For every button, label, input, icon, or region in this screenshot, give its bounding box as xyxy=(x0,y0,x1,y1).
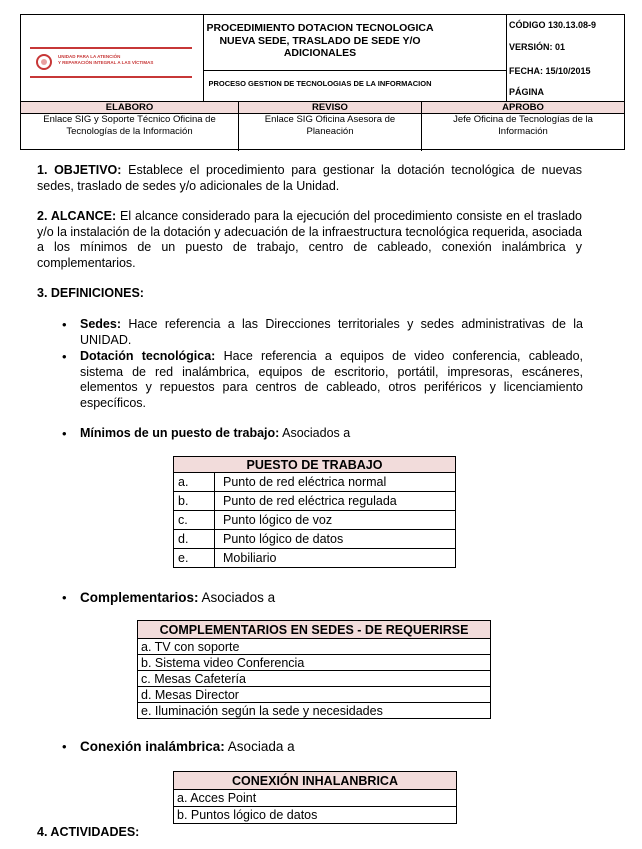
aprobo-value xyxy=(422,114,624,138)
table-header: CONEXIÓN INHALANBRICA xyxy=(174,772,457,790)
seal-icon xyxy=(36,54,52,70)
objetivo-heading: 1. OBJETIVO: xyxy=(37,163,122,177)
document-title xyxy=(205,22,435,60)
bullet-icon: • xyxy=(62,426,67,441)
table-cell: c. xyxy=(174,511,215,530)
document-code: CÓDIGO 130.13.08-9 xyxy=(509,20,597,30)
elaboro-line2: Tecnologías de la Información xyxy=(66,126,193,137)
bullet-icon: • xyxy=(62,317,67,332)
alcance-heading: 2. ALCANCE: xyxy=(37,209,117,223)
table-cell: c. Mesas Cafetería xyxy=(138,671,491,687)
title-line1: PROCEDIMIENTO DOTACION TECNOLOGICA xyxy=(206,22,434,34)
conexion-text: Asociada a xyxy=(224,739,295,754)
table-cell: b. xyxy=(174,492,215,511)
objetivo-text: Establece el procedimiento para gestionar la dotación tecnológica de nuevas sedes, traslado de sedes y/o adicionales de la Unidad. xyxy=(37,163,582,193)
sedes-term: Sedes: xyxy=(80,317,121,331)
reviso-line2: Planeación xyxy=(306,126,354,137)
complementarios-text: Asociados a xyxy=(198,590,276,605)
table-cell: Punto de red eléctrica normal xyxy=(215,473,456,492)
document-version: VERSIÓN: 01 xyxy=(509,42,566,52)
aprobo-line2: Información xyxy=(498,126,548,137)
bullet-icon: • xyxy=(62,590,67,605)
sedes-text: Hace referencia a las Direcciones territoriales y sedes administrativas de la UNIDAD. xyxy=(80,317,583,347)
complementarios-table xyxy=(137,620,491,719)
elaboro-label: ELABORO xyxy=(21,102,238,113)
bullet-icon: • xyxy=(62,739,67,754)
conexion-term: Conexión inalámbrica: xyxy=(80,739,225,754)
title-line2: NUEVA SEDE, TRASLADO DE SEDE Y/O xyxy=(219,34,421,47)
alcance-text: El alcance considerado para la ejecución del procedimiento consiste en el traslado y/o la instalación de la dotación y adecuación de la infraestructura tecnológica requerida, asociada a los mínimos de un puesto de trabajo, centro de cableado, conexión inalámbrica y complementarios. xyxy=(37,209,582,270)
table-cell: Punto lógico de datos xyxy=(215,530,456,549)
table-cell: Punto de red eléctrica regulada xyxy=(215,492,456,511)
def-conexion xyxy=(80,739,583,755)
table-cell: a. xyxy=(174,473,215,492)
definiciones-heading: 3. DEFINICIONES: xyxy=(37,286,144,300)
objetivo-paragraph xyxy=(37,163,582,194)
reviso-line1: Enlace SIG Oficina Asesora de xyxy=(264,114,396,125)
document-page: PÁGINA xyxy=(509,87,545,97)
reviso-value xyxy=(239,114,421,138)
table-header: COMPLEMENTARIOS EN SEDES - DE REQUERIRSE xyxy=(138,621,491,639)
title-line3: ADICIONALES xyxy=(283,47,357,59)
table-cell: Punto lógico de voz xyxy=(215,511,456,530)
def-complementarios xyxy=(80,590,583,606)
table-cell: Mobiliario xyxy=(215,549,456,568)
logo-text-line2: Y REPARACIÓN INTEGRAL A LAS VÍCTIMAS xyxy=(58,59,154,65)
aprobo-label: APROBO xyxy=(422,102,624,113)
document-header xyxy=(20,14,625,150)
process-name: PROCESO GESTION DE TECNOLOGIAS DE LA INFORMACION xyxy=(208,79,432,88)
table-cell: e. xyxy=(174,549,215,568)
dotacion-text: Hace referencia a equipos de video conferencia, cableado, sistema de red inalámbrica, equipos de escritorio, portátil, impresoras, escáneres, elementos y repuestos para centros de cableado, otros periféricos y licenciamiento específicos. xyxy=(80,349,583,410)
elaboro-line1: Enlace SIG y Soporte Técnico Oficina de xyxy=(43,114,216,125)
reviso-label: REVISO xyxy=(239,102,421,113)
bullet-icon: • xyxy=(62,349,67,364)
table-cell: e. Iluminación según la sede y necesidades xyxy=(138,703,491,719)
def-dotacion xyxy=(80,349,583,411)
complementarios-term: Complementarios: xyxy=(80,590,199,605)
organization-logo xyxy=(30,47,192,78)
def-sedes xyxy=(80,317,583,348)
table-cell: d. xyxy=(174,530,215,549)
minimos-text: Asociados a xyxy=(279,426,351,440)
puesto-trabajo-table xyxy=(173,456,456,568)
table-cell: a. TV con soporte xyxy=(138,639,491,655)
table-header: PUESTO DE TRABAJO xyxy=(174,457,456,473)
table-cell: d. Mesas Director xyxy=(138,687,491,703)
elaboro-value xyxy=(21,114,238,138)
table-cell: b. Sistema video Conferencia xyxy=(138,655,491,671)
document-date: FECHA: 15/10/2015 xyxy=(509,66,591,76)
actividades-heading: 4. ACTIVIDADES: xyxy=(37,825,140,839)
conexion-table xyxy=(173,771,457,824)
alcance-paragraph xyxy=(37,209,582,271)
table-cell: b. Puntos lógico de datos xyxy=(174,807,457,824)
minimos-term: Mínimos de un puesto de trabajo: xyxy=(80,426,280,440)
dotacion-term: Dotación tecnológica: xyxy=(80,349,216,363)
table-cell: a. Acces Point xyxy=(174,790,457,807)
def-minimos xyxy=(80,426,583,442)
aprobo-line1: Jefe Oficina de Tecnologías de la xyxy=(453,114,593,125)
logo-text-line1: UNIDAD PARA LA ATENCIÓN xyxy=(58,54,121,59)
